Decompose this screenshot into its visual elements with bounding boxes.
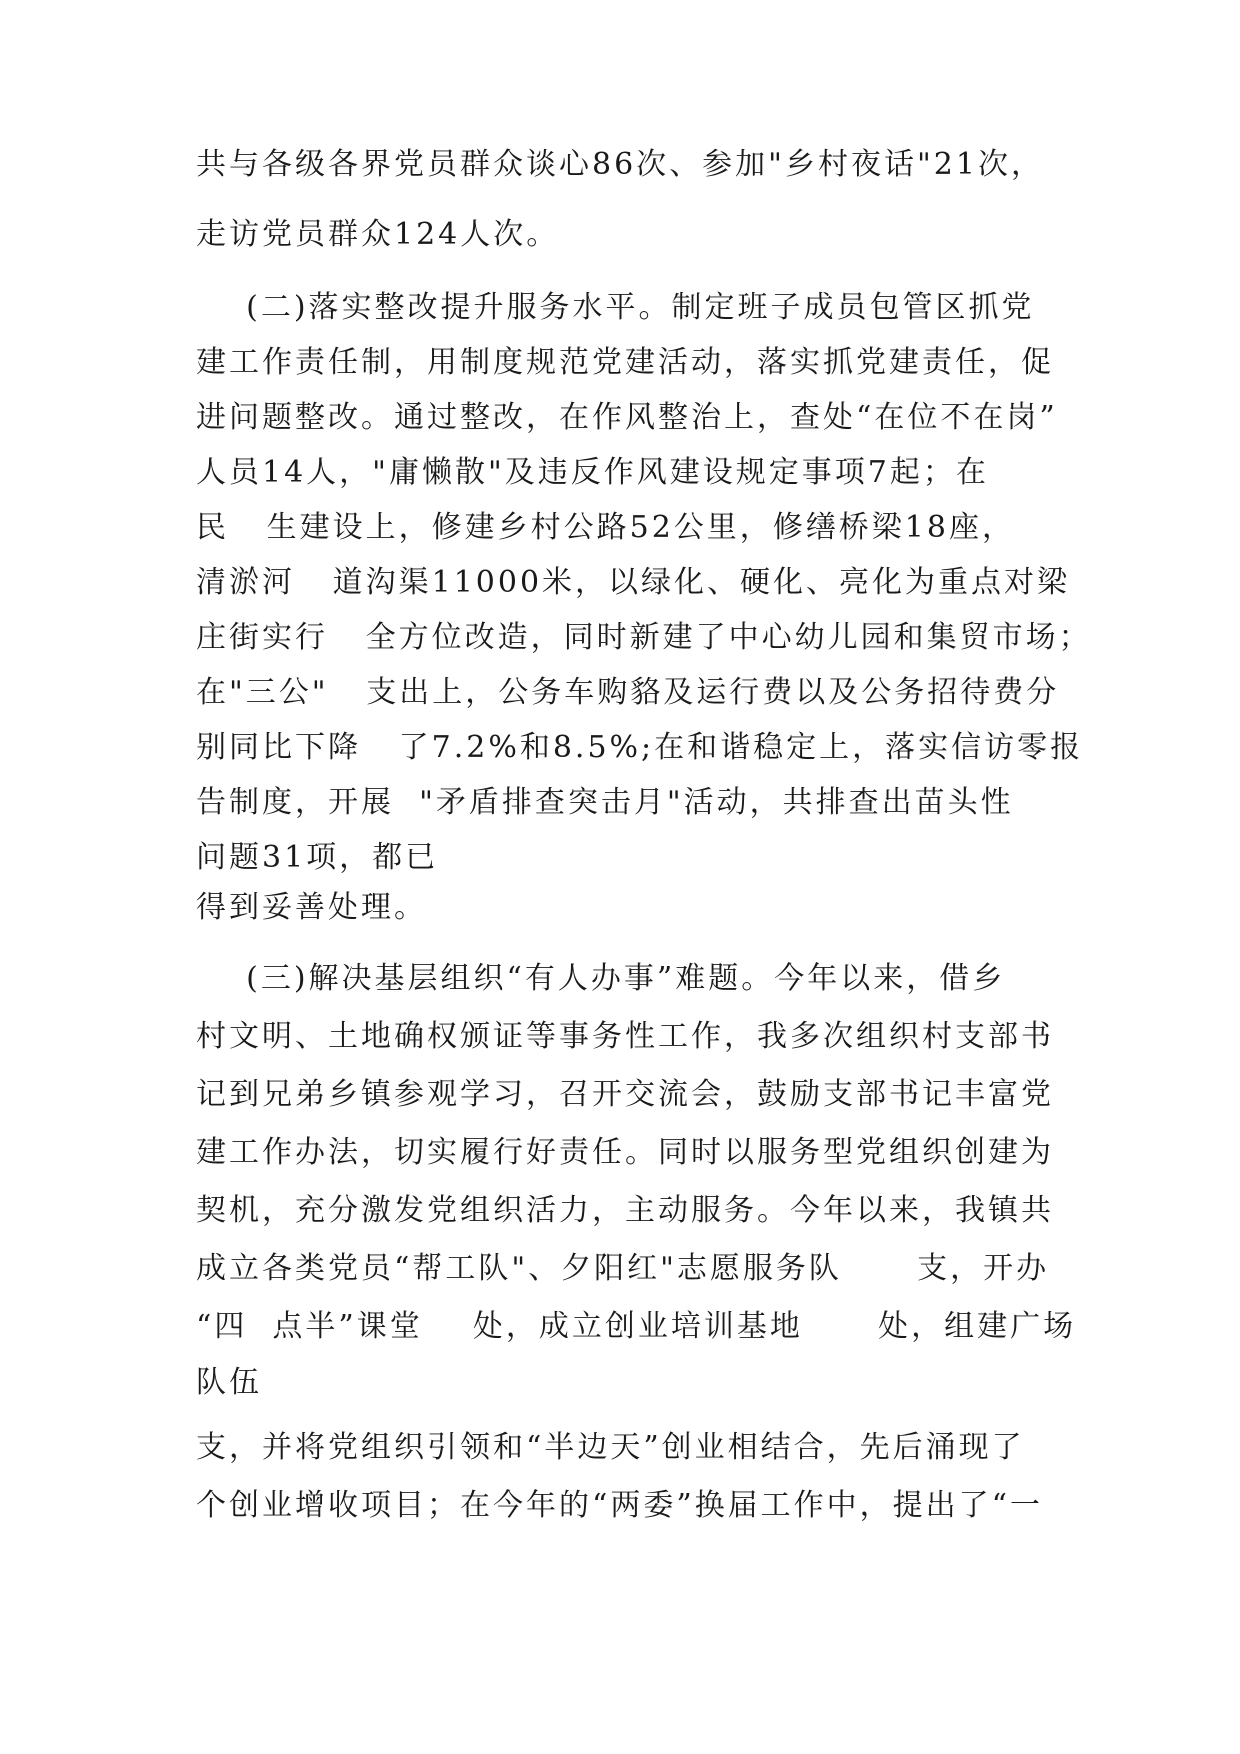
text-line: 清淤河 道沟渠11000米，以绿化、硬化、亮化为重点对梁 — [196, 565, 1071, 600]
text-line: (二)落实整改提升服务水平。制定班子成员包管区抓党 — [196, 290, 1035, 325]
text-line: (三)解决基层组织“有人办事”难题。今年以来，借乡 — [196, 961, 1006, 996]
text-line: 民 生建设上，修建乡村公路52公里，修缮桥梁18座， — [196, 510, 1015, 545]
text-line: 在"三公" 支出上，公务车购貉及运行费以及公务招待费分 — [196, 675, 1060, 710]
text-line: 告制度，开展 "矛盾排查突击月"活动，共排查出苗头性 — [196, 785, 1014, 820]
text-line: 契机，充分激发党组织活力，主动服务。今年以来，我镇共 — [196, 1193, 1054, 1228]
text-line: 得到妥善处理。 — [196, 890, 427, 925]
text-line: 人员14人，"庸懒散"及违反作风建设规定事项7起；在 — [196, 455, 989, 490]
text-line: 问题31项，都已 — [196, 840, 439, 875]
text-line: 庄街实行 全方位改造，同时新建了中心幼儿园和集贸市场； — [196, 620, 1092, 655]
text-line: “四 点半”课堂 处，成立创业培训基地 处，组建广场 — [196, 1309, 1077, 1344]
text-line: 队伍 — [196, 1365, 262, 1400]
text-line: 建工作责任制，用制度规范党建活动，落实抓党建责任，促 — [196, 345, 1054, 380]
text-line: 支，并将党组织引领和“半边天”创业相结合，先后涌现了 — [196, 1430, 1025, 1465]
text-line: 进问题整改。通过整改，在作风整治上，查处“在位不在岗” — [196, 400, 1058, 435]
text-line: 成立各类党员“帮工队"、夕阳红"志愿服务队 支，开办 — [196, 1251, 1050, 1286]
text-line: 共与各级各界党员群众谈心86次、参加"乡村夜话"21次， — [196, 147, 1044, 182]
text-line: 村文明、土地确权颁证等事务性工作，我多次组织村支部书 — [196, 1019, 1054, 1054]
text-line: 个创业增收项目；在今年的“两委”换届工作中，提出了“一 — [196, 1488, 1044, 1523]
text-line: 记到兄弟乡镇参观学习，召开交流会，鼓励支部书记丰富党 — [196, 1077, 1054, 1112]
text-line: 别同比下降 了7.2%和8.5%;在和谐稳定上，落实信访零报 — [196, 730, 1084, 765]
text-line: 建工作办法，切实履行好责任。同时以服务型党组织创建为 — [196, 1135, 1054, 1170]
text-line: 走访党员群众124人次。 — [196, 217, 560, 252]
